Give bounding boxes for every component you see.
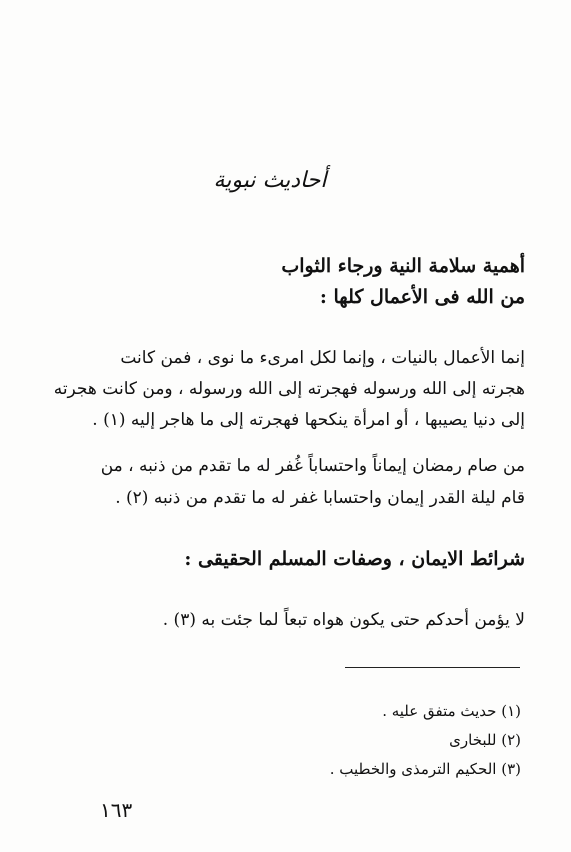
hadith-intention-line3: إلى دنيا يصيبها ، أو امرأة ينكحها فهجرته إلى ما هاجر إليه (١) . bbox=[92, 410, 525, 430]
hadith-intention-line1: إنما الأعمال بالنيات ، وإنما لكل امرىء ما نوى ، فمن كانت bbox=[120, 348, 525, 368]
footnote-1: (١) حديث متفق عليه . bbox=[382, 702, 521, 720]
section-heading-faith: شرائط الايمان ، وصفات المسلم الحقيقى : bbox=[184, 548, 525, 570]
hadith-faith-line1: لا يؤمن أحدكم حتى يكون هواه تبعاً لما جئت به (٣) . bbox=[162, 610, 525, 630]
hadith-intention-line2: هجرته إلى الله ورسوله فهجرته إلى الله ورسوله ، ومن كانت هجرته bbox=[53, 379, 525, 399]
page-number: ١٦٣ bbox=[100, 798, 133, 822]
footnote-2: (٢) للبخارى bbox=[449, 731, 521, 749]
section-heading-intention-line1: أهمية سلامة النية ورجاء الثواب bbox=[281, 255, 525, 277]
page-title: أحاديث نبوية bbox=[213, 168, 327, 193]
hadith-ramadan-line1: من صام رمضان إيماناً واحتساباً غُفر له ما تقدم من ذنبه ، من bbox=[100, 456, 525, 476]
section-heading-intention-line2: من الله فى الأعمال كلها : bbox=[319, 286, 525, 308]
hadith-ramadan-line2: قام ليلة القدر إيمان واحتسابا غفر له ما تقدم من ذنبه (٢) . bbox=[115, 488, 525, 508]
footnote-3: (٣) الحكيم الترمذى والخطيب . bbox=[329, 760, 521, 778]
footnote-divider bbox=[345, 667, 520, 668]
